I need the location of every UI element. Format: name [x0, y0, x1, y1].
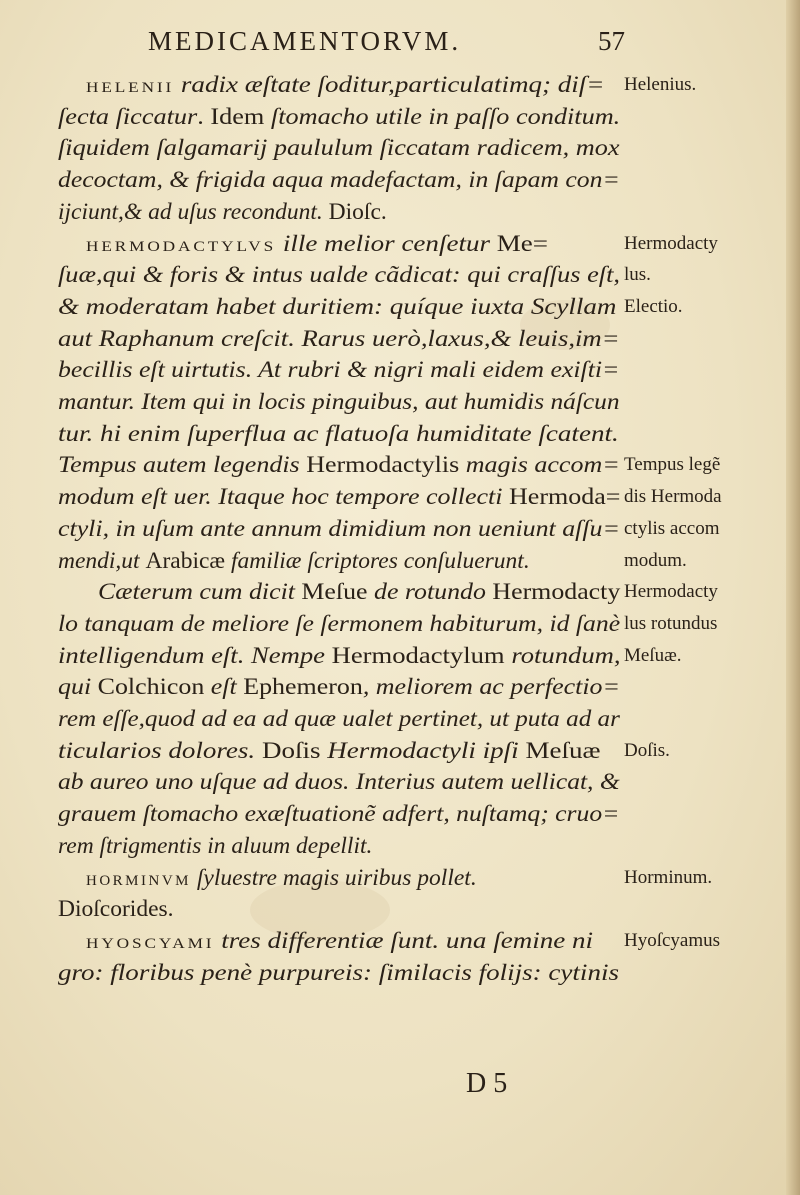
text-line	[58, 197, 387, 227]
text-run: lo tanquam de meliore ſe ſermonem habiturum, id ſanè	[58, 610, 621, 637]
text-line	[58, 292, 616, 322]
text-line	[58, 260, 620, 290]
text-run: rotundum,	[504, 642, 621, 669]
text-run: ille melior cenſetur	[276, 230, 497, 257]
text-run: , meliorem ac perfectio=	[362, 674, 621, 701]
text-run: & moderatam habet duritiem: quíque iuxta Scyllam	[58, 293, 617, 320]
text-run: Hermodactyli ipſi	[320, 737, 526, 764]
margin-note: Hermodacty	[624, 581, 718, 603]
text-run: grauem ſtomacho exæſtuationẽ adfert, nuſtamq; cruo=	[58, 801, 620, 828]
page-number: 57	[598, 26, 625, 56]
margin-note: Hyoſcyamus	[624, 929, 721, 951]
text-run: Me=	[496, 230, 549, 257]
text-run: tur. hi enim ſuperflua ac flatuoſa humiditate ſcatent.	[58, 420, 619, 447]
text-run: . Idem	[197, 103, 271, 130]
text-run: rem eſſe,quod ad ea ad quæ ualet pertinet, ut puta ad ar	[58, 706, 620, 732]
text-run: ijciunt,& ad uſus recondunt.	[58, 198, 329, 225]
text-run: Hermodactylum	[331, 642, 505, 669]
margin-note: Horminum.	[624, 866, 713, 888]
text-run: Hermodacty	[492, 579, 621, 606]
text-run: mendi,ut	[58, 547, 146, 574]
text-line	[86, 70, 605, 103]
running-title: MEDICAMENTORVM.	[148, 26, 462, 56]
text-run: Dioſc.	[328, 198, 387, 225]
margin-note: Doſis.	[624, 739, 670, 761]
margin-note: ctylis accom	[624, 517, 720, 539]
page-edge	[786, 0, 800, 1195]
margin-note: Meſuæ.	[624, 644, 682, 666]
text-line	[58, 609, 620, 639]
text-line	[58, 799, 619, 829]
lemma-heading: HELENII	[86, 80, 175, 96]
text-line	[86, 926, 593, 959]
margin-note: lus rotundus	[624, 612, 718, 634]
text-line	[58, 736, 601, 766]
text-run: qui	[58, 674, 98, 701]
text-line	[58, 102, 620, 132]
text-run: radix æſtate ſoditur,particulatimq; diſ=	[174, 72, 605, 98]
signature-mark: D 5	[466, 1068, 508, 1099]
text-line	[58, 894, 174, 924]
text-line	[58, 767, 620, 797]
text-run: Colchicon	[97, 674, 205, 701]
text-run: Meſuæ	[525, 737, 601, 764]
text-run: familiæ ſcriptores conſuluerunt.	[225, 547, 530, 574]
text-run: decoctam, & frigida aqua madefactam, in ſapam con=	[58, 167, 620, 194]
text-run: de rotundo	[367, 579, 493, 606]
text-line	[58, 546, 530, 576]
text-run: mantur. Item qui in locis pinguibus, aut humidis náſcun	[58, 389, 620, 415]
margin-note: Helenius.	[624, 74, 697, 95]
text-line	[86, 863, 477, 896]
text-line	[58, 482, 620, 512]
margin-note: modum.	[624, 549, 687, 571]
text-line	[58, 165, 620, 195]
text-run: intelligendum eſt. Nempe	[58, 642, 332, 669]
text-run: ſyluestre magis uiribus pollet.	[191, 864, 477, 891]
text-run: tres differentiæ ſunt. una ſemine ni	[214, 927, 594, 954]
text-run: Arabicæ	[145, 547, 226, 574]
text-line	[58, 419, 619, 449]
text-run: eſt	[204, 674, 244, 701]
text-line	[58, 958, 619, 988]
text-run: Dioſcorides.	[58, 896, 174, 923]
text-run: Ephemeron	[243, 674, 363, 701]
text-run: Cæterum cum dicit	[98, 579, 302, 606]
text-run: modum eſt uer. Itaque hoc tempore collecti	[58, 484, 510, 511]
text-run: ctyli, in uſum ante annum dimidium non ueniunt aſſu=	[58, 515, 620, 542]
margin-note: Electio.	[624, 295, 683, 317]
text-run: gro: floribus penè purpureis: ſimilacis folijs: cytinis	[58, 959, 619, 986]
text-line	[58, 133, 620, 163]
page-header	[0, 26, 800, 66]
text-line	[58, 831, 372, 861]
text-run: ſtomacho utile in paſſo conditum.	[270, 103, 621, 130]
text-line	[58, 514, 620, 544]
text-line	[58, 324, 620, 354]
margin-note: Hermodacty	[624, 232, 718, 254]
text-line	[58, 387, 620, 417]
margin-note: lus.	[624, 264, 651, 286]
lemma-heading: HYOSCYAMI	[86, 935, 215, 952]
margin-note: dis Hermoda	[624, 486, 722, 508]
text-run: ſiquidem ſalgamarij paululum ſiccatam radicem, mox	[58, 135, 620, 162]
text-run: ticularios dolores.	[58, 737, 262, 764]
text-line	[86, 229, 548, 262]
text-line	[58, 450, 620, 480]
text-line	[98, 577, 620, 607]
text-run: ſuæ,qui & foris & intus ualde cãdicat: qui craſſus eſt,	[58, 262, 620, 289]
text-run: Tempus autem legendis	[58, 452, 307, 479]
text-line	[58, 641, 621, 671]
text-run: Meſue	[301, 579, 368, 606]
text-run: ab aureo uno uſque ad duos. Interius autem uellicat, &	[58, 769, 620, 796]
margin-note: Tempus legẽ	[624, 454, 721, 476]
text-run: Hermoda=	[509, 484, 621, 511]
text-run: ſecta ſiccatur	[58, 103, 198, 130]
text-line	[58, 355, 619, 385]
text-run: magis accom=	[459, 452, 620, 479]
text-run: rem ſtrigmentis in aluum depellit.	[58, 832, 373, 859]
lemma-heading: HERMODACTYLVS	[86, 238, 277, 255]
text-line	[58, 704, 620, 734]
lemma-heading: HORMINVM	[86, 872, 192, 889]
text-run: Doſis	[261, 737, 321, 764]
text-run: aut Raphanum creſcit. Rarus uerò,laxus,& leuis,im=	[58, 325, 620, 352]
text-line	[58, 672, 620, 702]
text-run: becillis eſt uirtutis. At rubri & nigri mali eidem exiſti=	[58, 357, 620, 384]
text-run: Hermodactylis	[306, 452, 460, 479]
